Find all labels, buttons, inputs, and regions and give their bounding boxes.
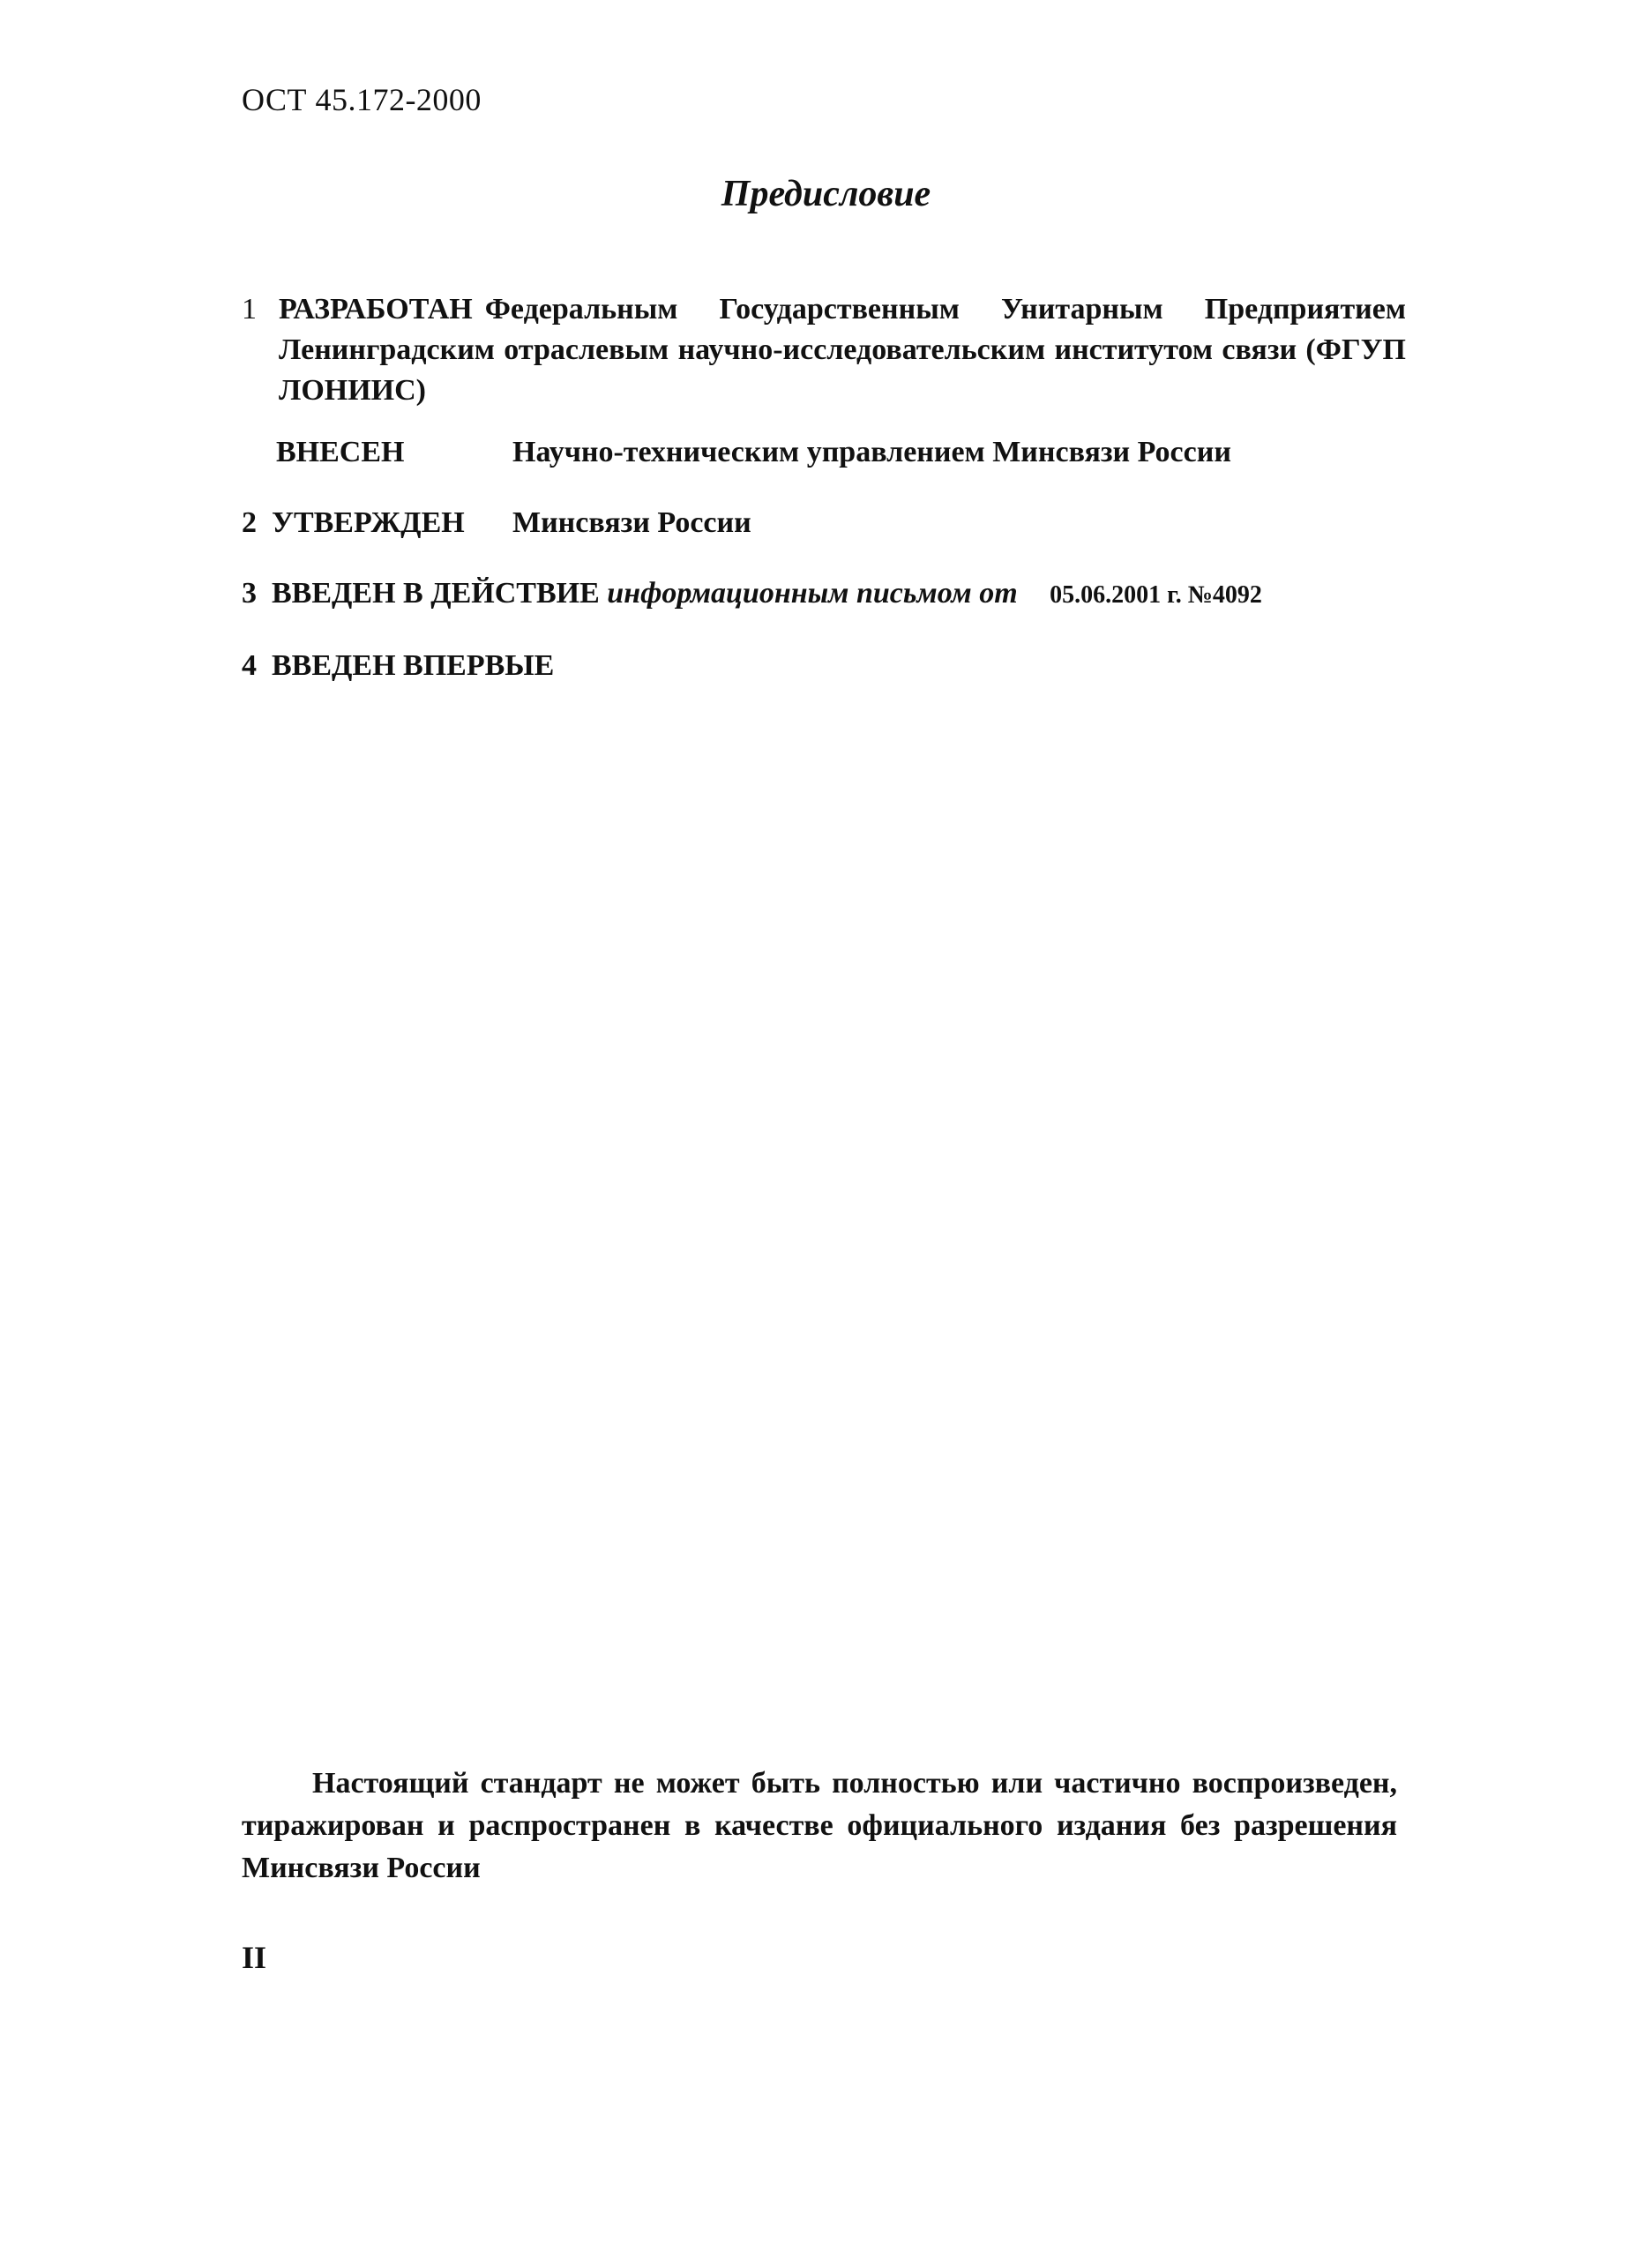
item-value: Минсвязи России bbox=[512, 506, 751, 539]
page-number: II bbox=[242, 1940, 267, 1975]
preface-item-1 bbox=[242, 289, 1406, 411]
item-label: ВВЕДЕН ВПЕРВЫЕ bbox=[272, 649, 555, 682]
document-code: ОСТ 45.172-2000 bbox=[242, 82, 482, 117]
item-number: 2 bbox=[242, 506, 257, 539]
item-number: 3 bbox=[242, 577, 257, 610]
item-date: 05.06.2001 г. №4092 bbox=[1050, 581, 1262, 609]
page-title: Предисловие bbox=[721, 174, 931, 214]
preface-item-3 bbox=[242, 577, 1262, 610]
item-text: Федеральным Государственным Унитарным Предприятием Ленинградским отраслевым научно-исследовательским институтом связи (ФГУП ЛОНИИС) bbox=[279, 293, 1406, 407]
item-text: информационным письмом от bbox=[607, 577, 1018, 610]
item-label: РАЗРАБОТАН bbox=[279, 293, 473, 326]
item-label: ВВЕДЕН В ДЕЙСТВИЕ bbox=[272, 577, 600, 610]
item-number: 4 bbox=[242, 649, 257, 682]
copyright-notice: Настоящий стандарт не может быть полностью или частично воспроизведен, тиражирован и распространен в качестве официального издания без разрешения Минсвязи России bbox=[242, 1767, 1397, 1884]
preface-item-2 bbox=[242, 506, 751, 540]
item-label: УТВЕРЖДЕН bbox=[272, 506, 465, 539]
preface-item-4 bbox=[242, 649, 554, 683]
item-value: Научно-техническим управлением Минсвязи России bbox=[512, 436, 1231, 468]
item-body bbox=[279, 289, 1406, 411]
item-number: 1 bbox=[242, 293, 257, 326]
item-label: ВНЕСЕН bbox=[276, 436, 405, 468]
preface-item-vnesen bbox=[276, 436, 1231, 469]
